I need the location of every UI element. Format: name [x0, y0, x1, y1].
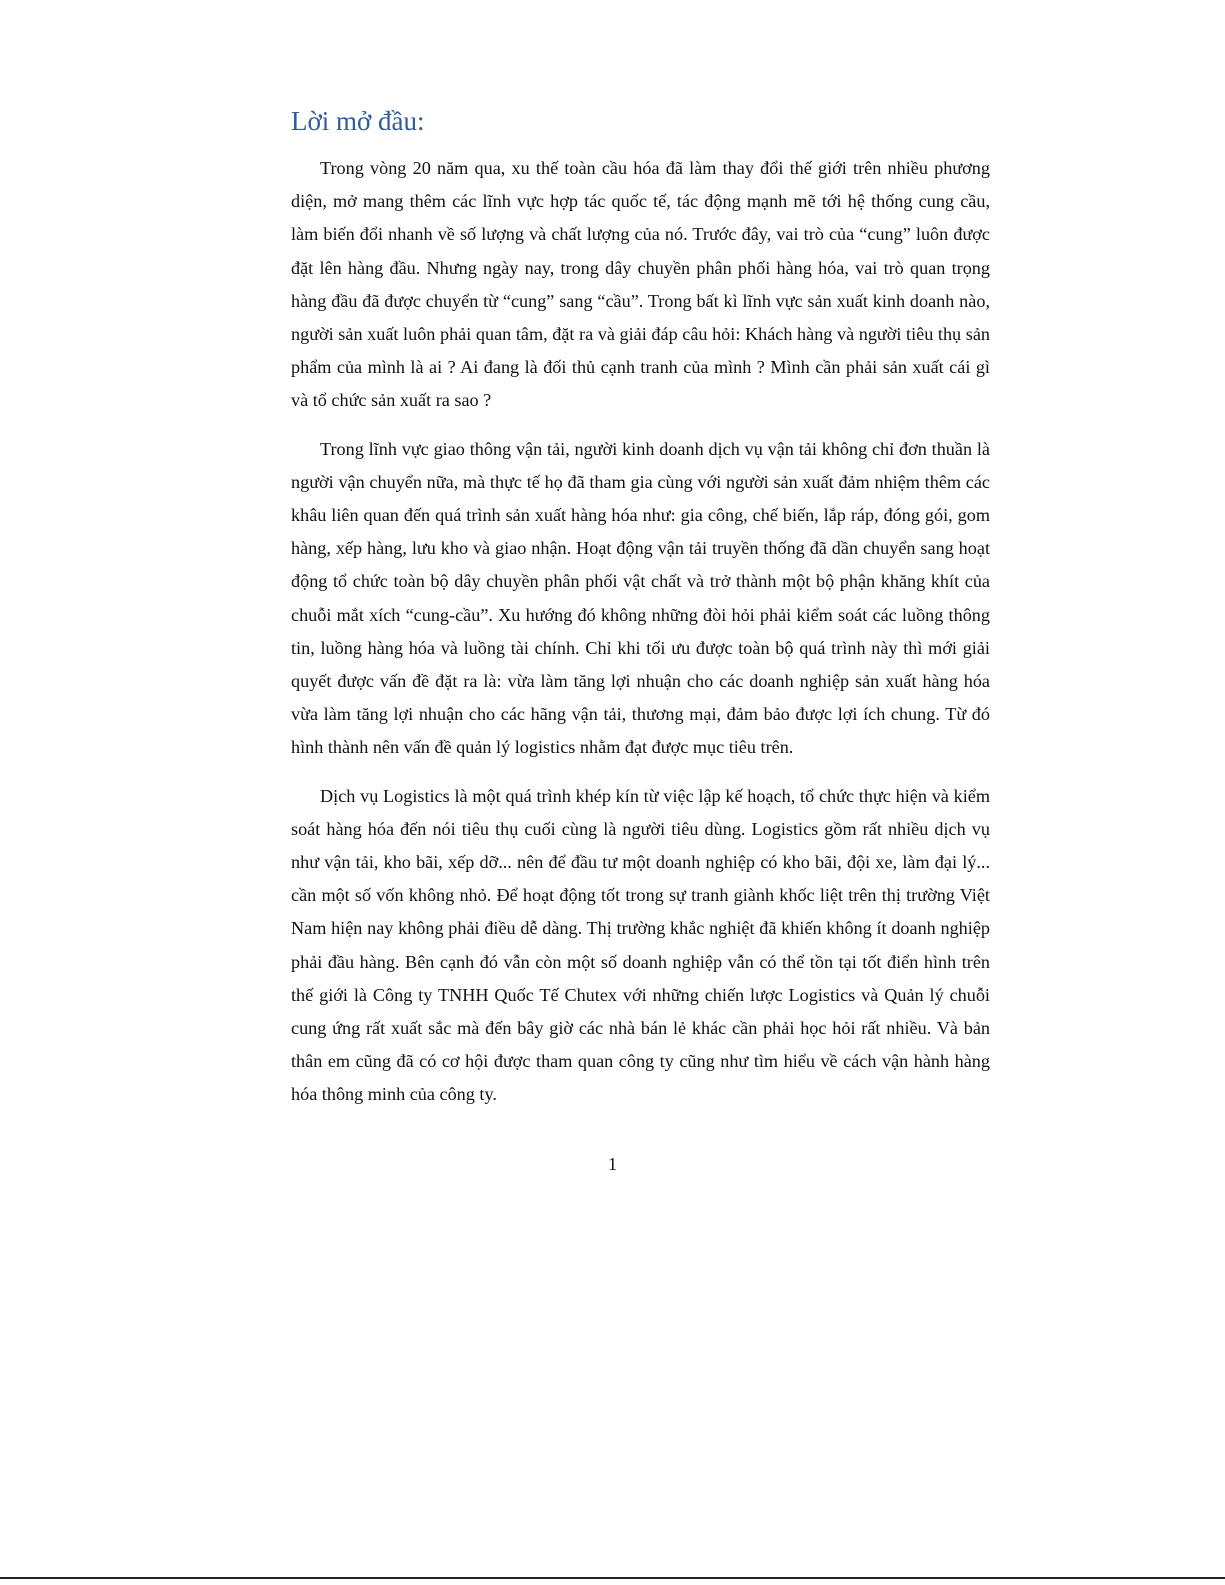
paragraph-3: Dịch vụ Logistics là một quá trình khép kín từ việc lập kế hoạch, tổ chức thực hiện và kiểm soát hàng hóa đến nói tiêu thụ cuối cùng là người tiêu dùng. Logistics gồm rất nhiều dịch vụ như vận tải, kho bãi, xếp dỡ... nên để đầu tư một doanh nghiệp có kho bãi, đội xe, làm đại lý... cần một số vốn không nhỏ. Để hoạt động tốt trong sự tranh giành khốc liệt trên thị trường Việt Nam hiện nay không phải điều dễ dàng. Thị trường khắc nghiệt đã khiến không ít doanh nghiệp phải đầu hàng. Bên cạnh đó vẫn còn một số doanh nghiệp vẫn có thể tồn tại tốt điển hình trên thế giới là Công ty TNHH Quốc Tế Chutex với những chiến lược Logistics và Quản lý chuỗi cung ứng rất xuất sắc mà đến bây giờ các nhà bán lẻ khác cần phải học hỏi rất nhiều. Và bản thân em cũng đã có cơ hội được tham quan công ty cũng như tìm hiểu về cách vận hành hàng hóa thông minh của công ty. [291, 785, 990, 1105]
paragraph-1: Trong vòng 20 năm qua, xu thế toàn cầu hóa đã làm thay đổi thế giới trên nhiều phương diện, mở mang thêm các lĩnh vực hợp tác quốc tế, tác động mạnh mẽ tới hệ thống cung cầu, làm biến đổi nhanh về số lượng và chất lượng của nó. Trước đây, vai trò của “cung” luôn được đặt lên hàng đầu. Nhưng ngày nay, trong dây chuyền phân phối hàng hóa, vai trò quan trọng hàng đầu đã được chuyển từ “cung” sang “cầu”. Trong bất kì lĩnh vực sản xuất kinh doanh nào, người sản xuất luôn phải quan tâm, đặt ra và giải đáp câu hỏi: Khách hàng và người tiêu thụ sản phẩm của mình là ai ? Ai đang là đối thủ cạnh tranh của mình ? Mình cần phải sản xuất cái gì và tổ chức sản xuất ra sao ? [291, 158, 990, 411]
page-number: 1 [608, 1154, 617, 1174]
page-content [291, 104, 990, 1127]
page-bottom-divider [0, 1577, 1225, 1579]
section-heading: Lời mở đầu: [291, 106, 425, 136]
paragraph-2: Trong lĩnh vực giao thông vận tải, người kinh doanh dịch vụ vận tải không chỉ đơn thuần là người vận chuyển nữa, mà thực tế họ đã tham gia cùng với người sản xuất đảm nhiệm thêm các khâu liên quan đến quá trình sản xuất hàng hóa như: gia công, chế biến, lắp ráp, đóng gói, gom hàng, xếp hàng, lưu kho và giao nhận. Hoạt động vận tải truyền thống đã dần chuyển sang hoạt động tổ chức toàn bộ dây chuyền phân phối vật chất và trở thành một bộ phận khăng khít của chuỗi mắt xích “cung-cầu”. Xu hướng đó không những đòi hỏi phải kiểm soát các luồng thông tin, luồng hàng hóa và luồng tài chính. Chỉ khi tối ưu được toàn bộ quá trình này thì mới giải quyết được vấn đề đặt ra là: vừa làm tăng lợi nhuận cho các doanh nghiệp sản xuất hàng hóa vừa làm tăng lợi nhuận cho các hãng vận tải, thương mại, đảm bảo được lợi ích chung. Từ đó hình thành nên vấn đề quản lý logistics nhằm đạt được mục tiêu trên. [291, 438, 990, 758]
